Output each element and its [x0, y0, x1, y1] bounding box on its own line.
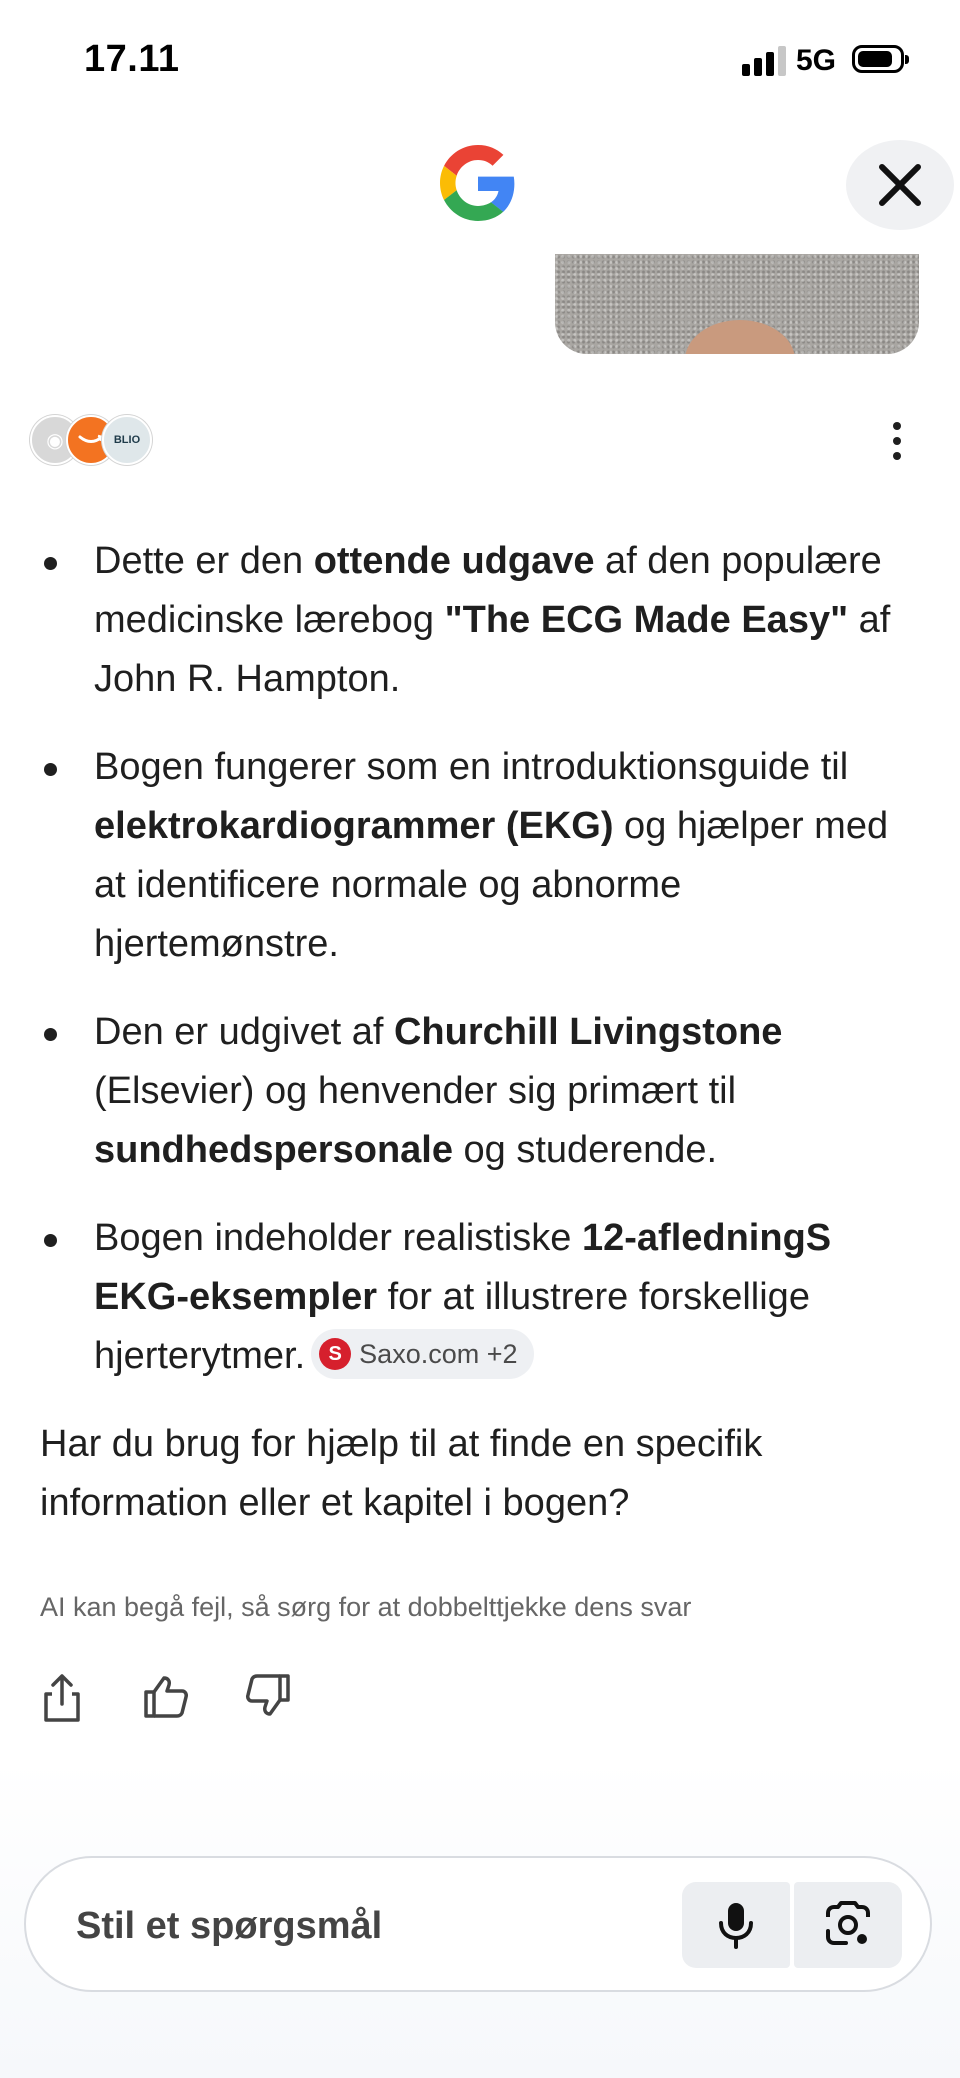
thumbs-up-button[interactable]: [142, 1672, 194, 1728]
list-item: [40, 1003, 920, 1180]
bullet-text: og hjælper med at identificere normale og abnorme hjertemønstre.: [94, 805, 889, 965]
cellular-signal-icon: [742, 46, 786, 76]
source-chip[interactable]: [311, 1329, 533, 1379]
bullet-text: af den populære medicinske lærebog: [94, 540, 882, 641]
thumbs-down-icon: [244, 1672, 292, 1720]
followup-question: Har du brug for hjælp til at finde en specifik information eller et kapitel i bogen?: [40, 1423, 763, 1524]
search-bar: [24, 1856, 932, 1992]
google-lens-button[interactable]: [794, 1882, 902, 1968]
answer-bullet-list: [40, 532, 920, 1386]
bullet-text: Den er udgivet af: [94, 1011, 394, 1053]
bullet-text: for at illustrere forskellige hjerterytmer.: [94, 1276, 810, 1377]
close-button[interactable]: [846, 140, 954, 230]
saxo-icon: S: [319, 1338, 351, 1370]
google-g-logo: [440, 145, 516, 221]
list-item: [40, 1209, 920, 1386]
source-chip-label: Saxo.com +2: [359, 1338, 518, 1369]
thumbs-down-button[interactable]: [244, 1672, 296, 1728]
status-time: 17.11: [84, 38, 180, 80]
close-icon: [876, 161, 924, 209]
bullet-text: og studerende.: [452, 1129, 718, 1171]
bullet-text: af John R. Hampton.: [94, 599, 891, 700]
thumbs-up-icon: [142, 1672, 190, 1720]
blio-icon: [102, 415, 152, 465]
bullet-text: Bogen fungerer som en introduktionsguide til: [94, 746, 849, 788]
status-bar: [0, 0, 960, 120]
query-image-thumbnail[interactable]: [555, 254, 919, 354]
battery-icon: [852, 45, 904, 73]
ai-answer: [40, 532, 920, 1533]
list-item: [40, 738, 920, 974]
globe-icon: ◉: [30, 415, 80, 465]
network-type: 5G: [796, 44, 837, 77]
bullet-text: Dette er den: [94, 540, 314, 582]
mic-icon: [712, 1901, 760, 1949]
blio-logo-text: BLIO: [113, 434, 141, 446]
google-lens-icon: [824, 1901, 872, 1949]
more-vert-icon[interactable]: [886, 422, 908, 462]
share-button[interactable]: [40, 1672, 92, 1728]
question-input[interactable]: [74, 1896, 658, 1956]
bullet-bold-text: ottende udgave: [313, 540, 595, 582]
bullet-bold-text: "The ECG Made Easy": [444, 599, 849, 641]
bullet-text: (Elsevier) og henvender sig primært til: [94, 1070, 737, 1112]
bullet-bold-text: 12-afledningS EKG-eksempler: [94, 1217, 832, 1318]
bullet-text: Bogen indeholder realistiske: [94, 1217, 582, 1259]
source-icons[interactable]: [30, 415, 154, 467]
bullet-bold-text: sundhedspersonale: [94, 1129, 453, 1171]
voice-search-button[interactable]: [682, 1882, 790, 1968]
bullet-bold-text: elektrokardiogrammer (EKG): [94, 805, 614, 847]
ai-disclaimer: AI kan begå fejl, så sørg for at dobbelttjekke dens svar: [40, 1592, 692, 1622]
list-item: [40, 532, 920, 709]
bullet-bold-text: Churchill Livingstone: [393, 1011, 783, 1053]
feedback-row: [40, 1672, 340, 1732]
share-icon: [40, 1672, 84, 1724]
